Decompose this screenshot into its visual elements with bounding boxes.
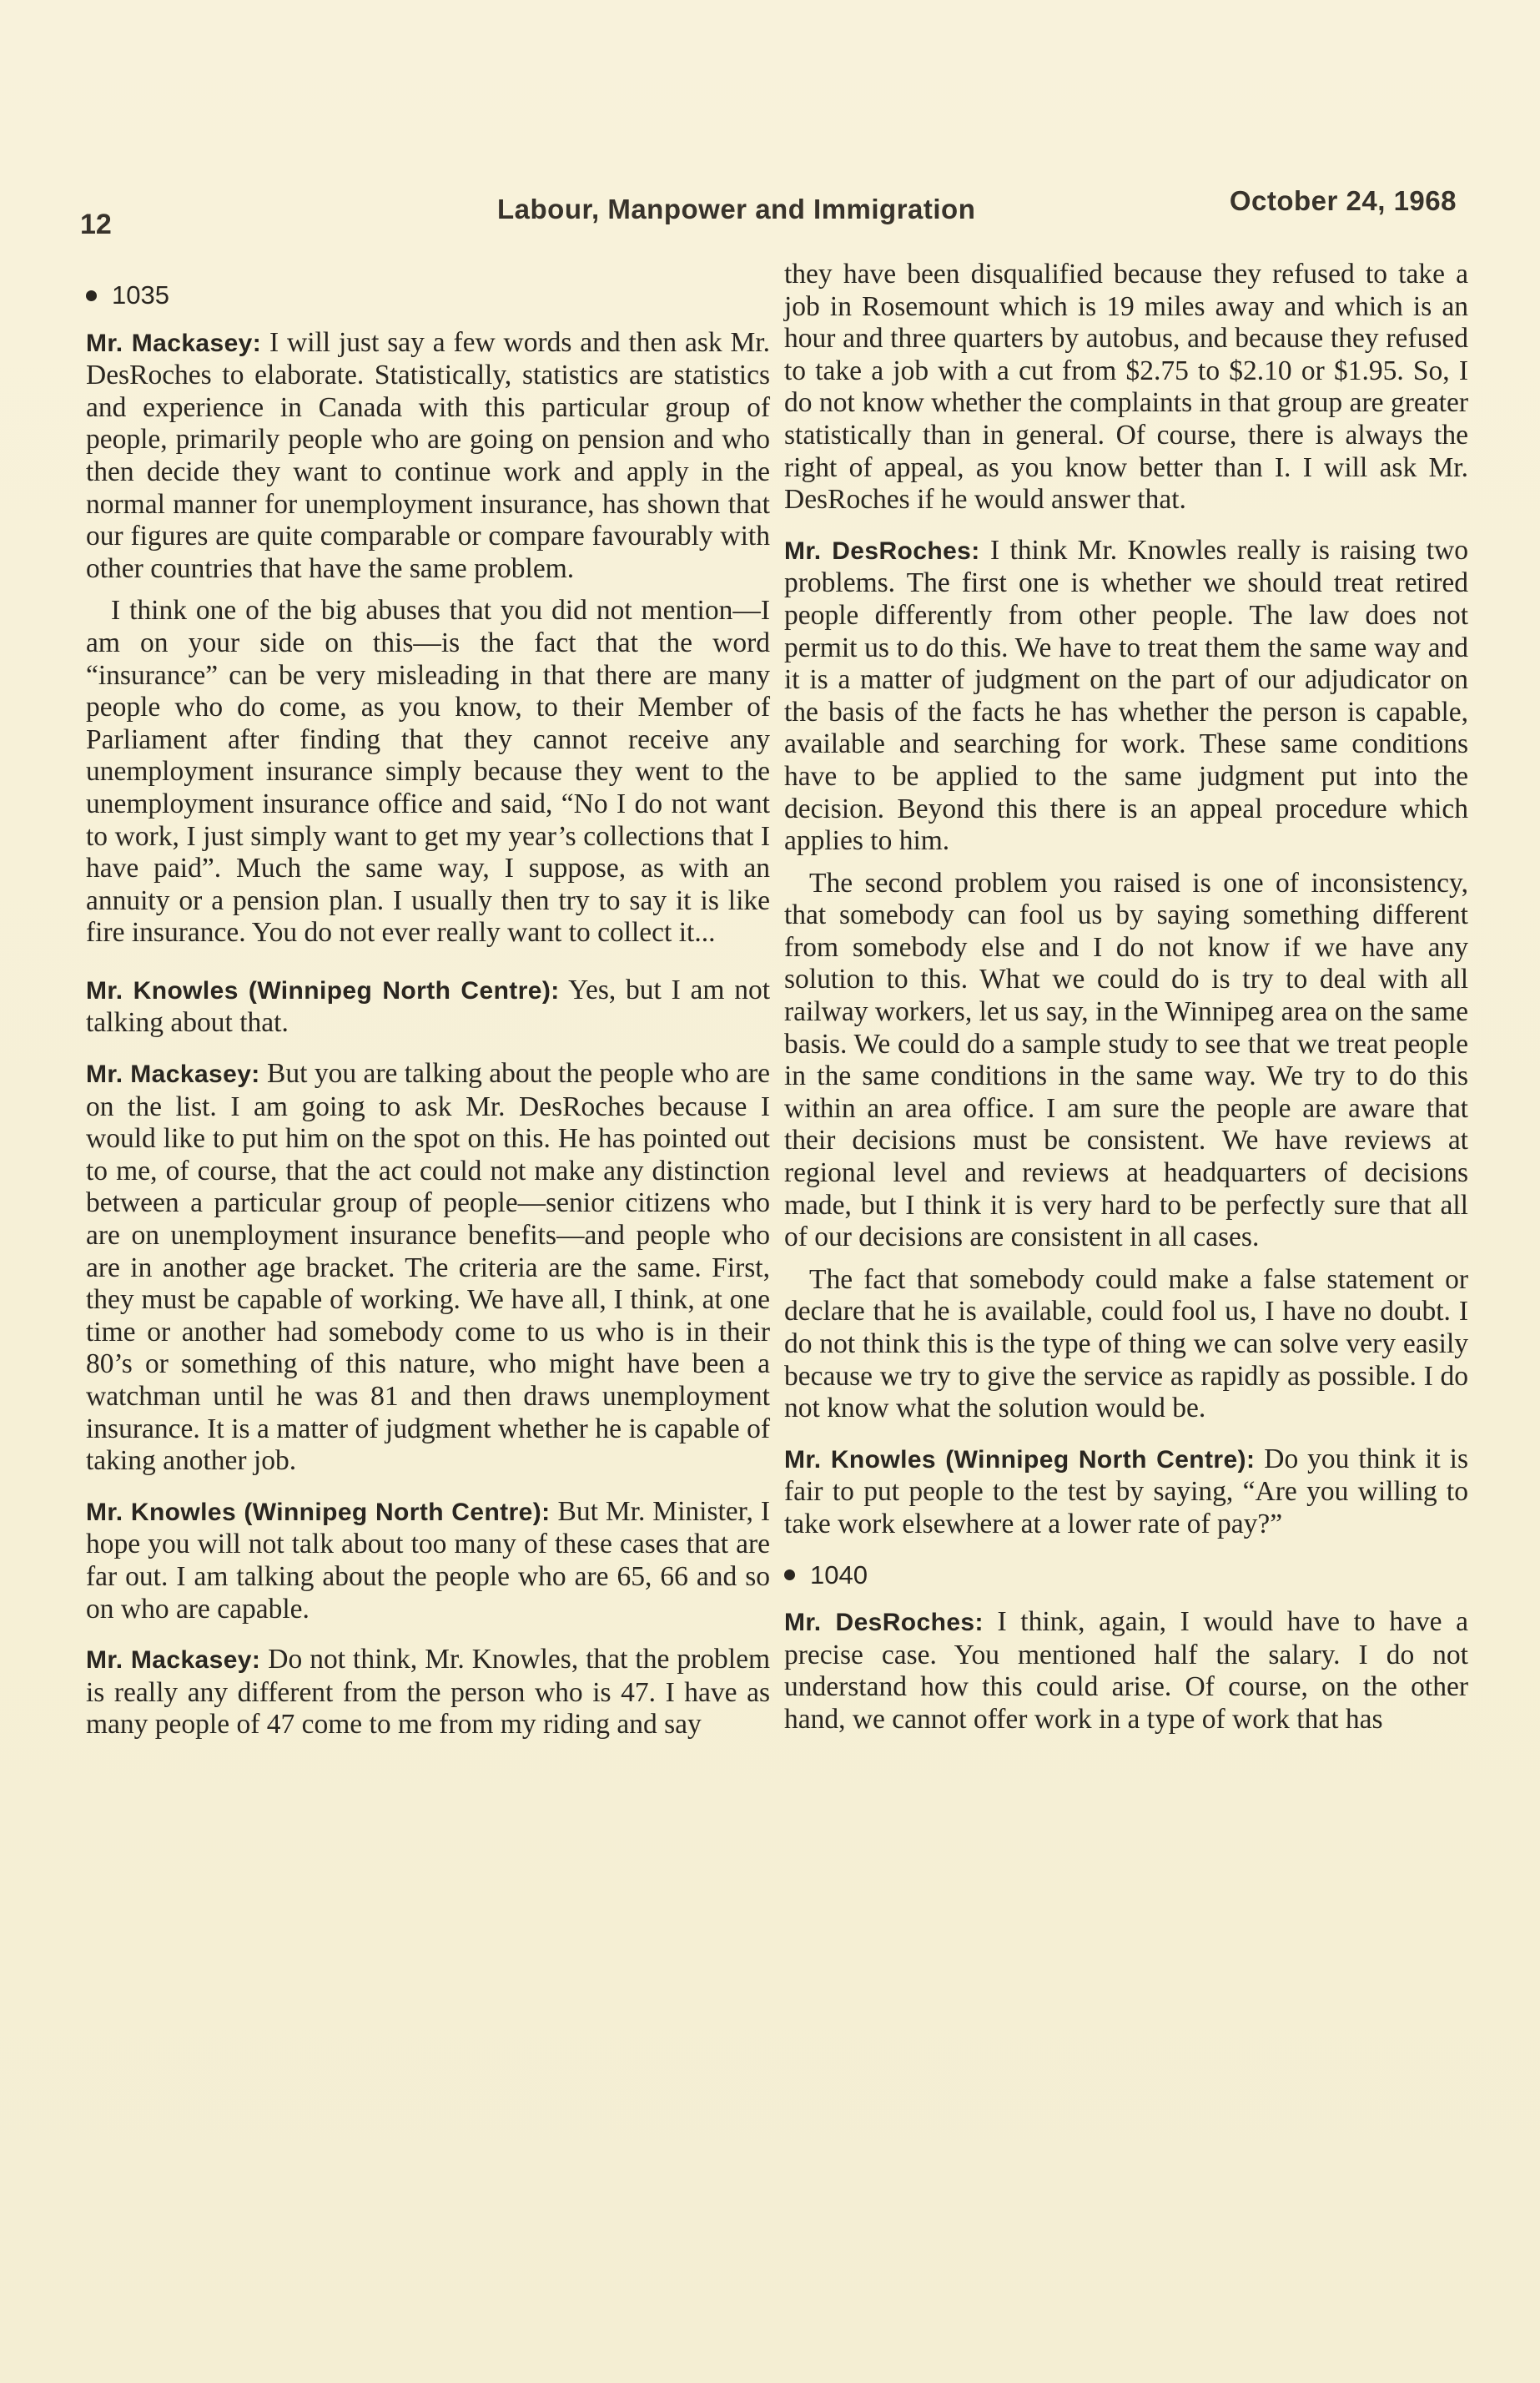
paragraph xyxy=(784,1606,1468,1736)
speaker-name: Mr. DesRoches: xyxy=(784,537,980,565)
speaker-name: Mr. Mackasey: xyxy=(86,329,262,357)
paragraph-text: they have been disqualified because they refused to take a job in Rosemount which is 19 miles away and which is an hour and three quarters by autobus, and because they refused to take a job with a cut from $2.75 to $2.10 or $1.95. So, I do not know whether the complaints in that group are greater statistically than in general. Of course, there is always the right of appeal, as you know better than I. I will ask Mr. DesRoches if he would answer that. xyxy=(784,259,1468,516)
paragraph-text: Do not think, Mr. Knowles, that the problem is really any different from the person who is 47. I have as many people of 47 come to me from my riding and say xyxy=(86,1644,770,1741)
bullet-icon xyxy=(784,1569,795,1580)
paragraph xyxy=(86,595,770,950)
time-marker xyxy=(86,280,770,312)
speaker-name: Mr. Knowles (Winnipeg North Centre): xyxy=(86,1498,551,1526)
speaker-name: Mr. DesRoches: xyxy=(784,1609,984,1637)
paragraph-text: But you are talking about the people who are on the list. I am going to ask Mr. DesRoches because I would like to put him on the spot on this. He has pointed out to me, of course, that the act could not make any distinction between a particular group of people—senior citizens who are on unemployment insurance benefits—and people who are in another age bracket. The criteria are the same. First, they must be capable of working. We have all, I think, at one time or another had somebody come to us who is in their 80’s or something of this nature, who might have been a watchman until he was 81 and then draws unemployment insurance. It is a matter of judgment whether he is capable of taking another job. xyxy=(86,1058,770,1477)
paragraph-text: Yes, but I am not talking about that. xyxy=(86,974,771,1039)
paragraph-text: I will just say a few words and then ask Mr. DesRoches to elaborate. Statistically, statistics are statistics and experience in Canada with this particular group of people, primarily people who are going on pension and who then decide they want to continue work and apply in the normal manner for unemployment insurance, has shown that our figures are quite comparable or compare favourably with other countries that have the same problem. xyxy=(86,326,770,584)
left-column xyxy=(86,280,770,1760)
speaker-name: Mr. Mackasey: xyxy=(86,1061,260,1089)
paragraph xyxy=(784,535,1468,858)
page-header xyxy=(80,184,1457,240)
speaker-name: Mr. Knowles (Winnipeg North Centre): xyxy=(86,976,560,1005)
paragraph-text: But Mr. Minister, I hope you will not talk about too many of these cases that are far out. I am talking about the people who are 65, 66 and so on who are capable. xyxy=(86,1495,770,1625)
time-marker-label: 1040 xyxy=(810,1559,868,1590)
paragraph xyxy=(784,868,1468,1254)
paragraph-text: Do you think it is fair to put people to the test by saying, “Are you willing to take work elsewhere at a lower rate of pay?” xyxy=(784,1443,1468,1539)
paragraph xyxy=(86,1496,770,1625)
speaker-name: Mr. Mackasey: xyxy=(86,1646,261,1675)
paragraph xyxy=(784,259,1468,516)
time-marker xyxy=(784,1559,1468,1592)
paragraph xyxy=(86,327,770,586)
running-date: October 24, 1968 xyxy=(1229,185,1457,216)
paragraph-text: I think Mr. Knowles really is raising two problems. The first one is whether we should treat retired people differently from other people. The law does not permit us to do this. We have to treat them the same way and it is a matter of judgment on the part of our adjudicator on the basis of the facts he has whether the person is capable, available and searching for work. These same conditions have to be applied to the same judgment put into the decision. Beyond this there is an appeal procedure which applies to him. xyxy=(784,534,1468,857)
speaker-name: Mr. Knowles (Winnipeg North Centre): xyxy=(784,1445,1256,1474)
paragraph-text: The fact that somebody could make a false statement or declare that he is available, could fool us, I have no doubt. I do not think this is the type of thing we can solve very easily because we try to give the service as rapidly as possible. I do not know what the solution would be. xyxy=(784,1263,1468,1424)
running-title: Labour, Manpower and Immigration xyxy=(497,194,976,224)
paragraph xyxy=(86,1058,770,1478)
paragraph xyxy=(784,1264,1468,1425)
paragraph-text: I think one of the big abuses that you did not mention—I am on your side on this—is the fact that the word “insurance” can be very misleading in that there are many people who do come, as you know, to their Member of Parliament after finding that they cannot receive any unemployment insurance simply because they went to the unemployment insurance office and said, “No I do not want to work, I just simply want to get my year’s collections that I have paid”. Much the same way, I suppose, as with an annuity or a pension plan. I usually then try to say it is like fire insurance. You do not ever really want to collect it... xyxy=(86,595,770,949)
paragraph xyxy=(784,1443,1468,1541)
page-number: 12 xyxy=(80,209,112,240)
paragraph xyxy=(86,975,770,1040)
paragraph-text: The second problem you raised is one of inconsistency, that somebody can fool us by saying something different from somebody else and I do not know if we have any solution to this. What we could do is try to deal with all railway workers, let us say, in the Winnipeg area on the same basis. We could do a sample study to see that we treat people in the same conditions in the same way. We try to do this within an area office. I am sure the people are aware that their decisions must be consistent. We have reviews at regional level and reviews at headquarters of decisions made, but I think it is very hard to be perfectly sure that all of our decisions are consistent in all cases. xyxy=(784,867,1468,1253)
time-marker-label: 1035 xyxy=(112,280,169,310)
paragraph xyxy=(86,1644,770,1741)
paragraph-text: I think, again, I would have to have a precise case. You mentioned half the salary. I do not understand how this could arise. Of course, on the other hand, we cannot offer work in a type of work that has xyxy=(784,1606,1468,1735)
bullet-icon xyxy=(86,290,97,301)
right-column xyxy=(784,259,1468,1755)
